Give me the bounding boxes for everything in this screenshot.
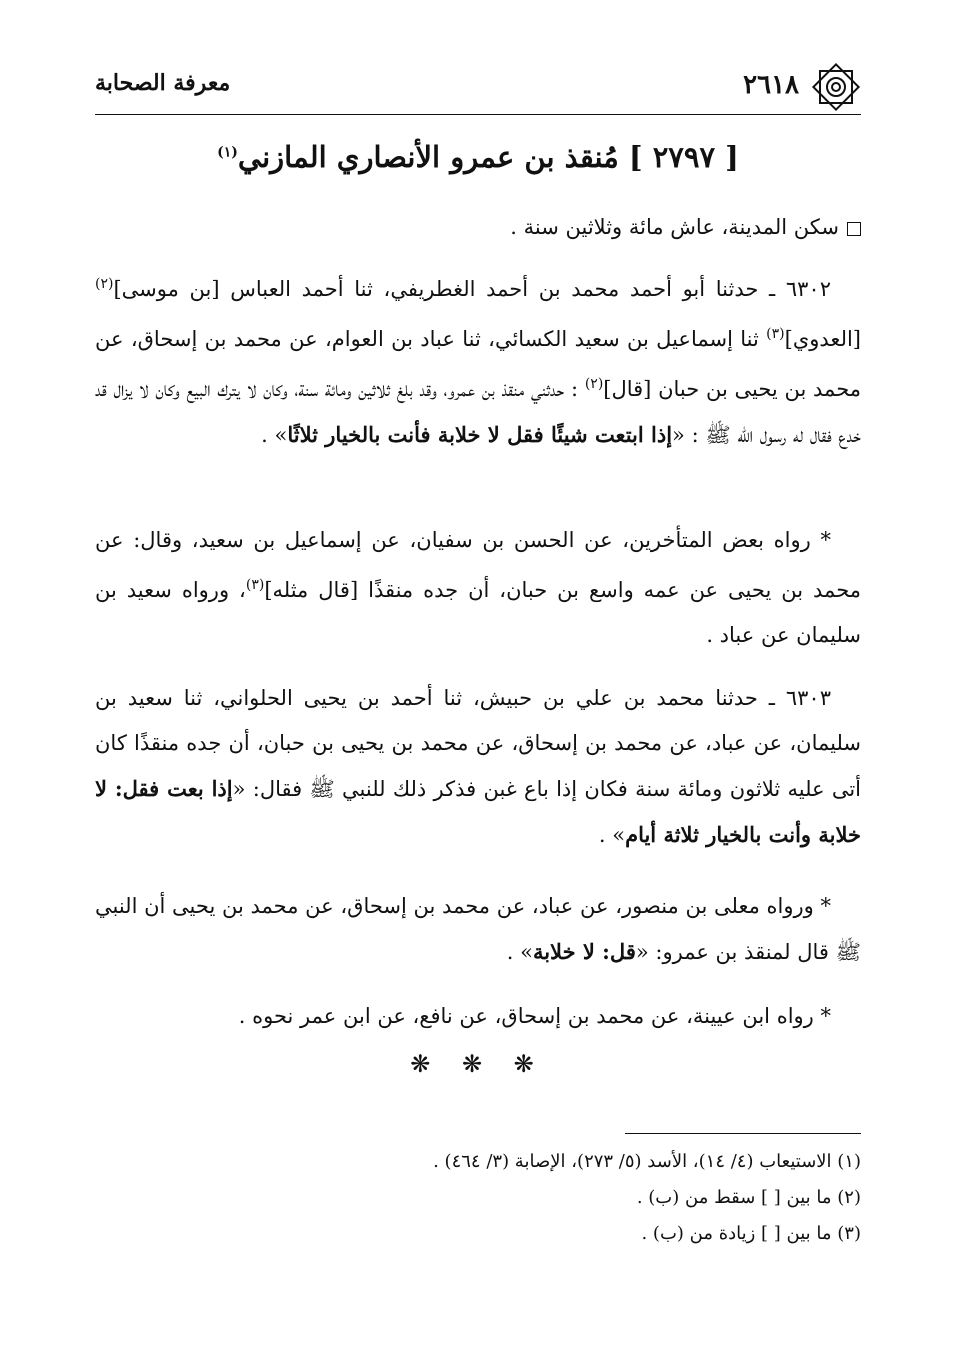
hadith-text: ثنا إسماعيل بن سعيد الكسائي، ثنا عباد بن العوام، عن محمد بن إسحاق، عن محمد بن يحيى بن حبان [قال] xyxy=(95,327,862,401)
hadith-text: ٦٣٠٢ ـ حدثنا أبو أحمد محمد بن أحمد الغطريفي، ثنا أحمد العباس [بن موسى] xyxy=(113,277,831,301)
square-bullet-icon xyxy=(847,222,861,236)
hadith-matn: قل: لا خلابة xyxy=(532,939,636,964)
hadith-6302 xyxy=(95,262,861,458)
footnote-3: (٣) ما بين [ ] زيادة من (ب) . xyxy=(641,1223,861,1244)
hadith-text: » . xyxy=(261,423,288,447)
entry-number: [ ٢٧٩٧ ] xyxy=(628,140,739,174)
footnote-ref: (١) xyxy=(217,144,238,161)
comment-1 xyxy=(95,518,861,658)
hadith-text: ٦٣٠٣ ـ حدثنا محمد بن علي بن حبيش، ثنا أحمد بن يحيى الحلواني، ثنا سعيد بن سليمان، عن عباد، عن محمد بن إسحاق، عن محمد بن يحيى بن حبان، أن جده منقذًا كان أتى عليه ثلاثون ومائة سنة فكان إذا باع غبن فذكر ذلك للنبي ﷺ فقال: « xyxy=(95,686,861,801)
hadith-matn: إذا بعت فقل: لا خلابة وأنت بالخيار ثلاثة أيام xyxy=(95,776,861,847)
comment-text: * ورواه معلى بن منصور، عن عباد، عن محمد بن إسحاق، عن محمد بن يحيى أن النبي ﷺ قال لمنقذ بن عمرو: « xyxy=(95,894,861,964)
footnote-ref: (٣) xyxy=(245,577,265,593)
hadith-matn: إذا ابتعت شيئًا فقل لا خلابة فأنت بالخيار ثلاثًا xyxy=(287,422,673,447)
footnote-1: (١) الاستيعاب (٤/ ١٤)، الأسد (٥/ ٢٧٣)، الإصابة (٣/ ٤٦٤) . xyxy=(433,1151,861,1172)
footnote-rule xyxy=(625,1133,861,1134)
comment-text: » . xyxy=(506,940,533,964)
comment-text: * رواه ابن عيينة، عن محمد بن إسحاق، عن نافع، عن ابن عمر نحوه . xyxy=(238,1004,831,1028)
hadith-text: [العدوي] xyxy=(784,327,861,351)
entry-title xyxy=(95,140,861,174)
intro-text: سكن المدينة، عاش مائة وثلاثين سنة . xyxy=(510,215,839,239)
intro-paragraph xyxy=(95,205,861,250)
hadith-text: : حدثني منقذ بن عمرو، وقد بلغ ثلاثين ومائة سنة، وكان لا يترك البيع وكان لا يزال قد خدع فقال له رسول الله ﷺ : « xyxy=(95,377,861,447)
footnote-ref: (٢) xyxy=(584,376,604,392)
header-rule xyxy=(95,114,861,115)
comment-3 xyxy=(95,994,861,1039)
comment-text: * رواه بعض المتأخرين، عن الحسن بن سفيان، عن إسماعيل بن سعيد، وقال: عن محمد بن يحيى عن عمه واسع بن حبان، أن جده منقذًا [قال مثله] xyxy=(95,528,862,602)
section-divider: ❋ ❋ ❋ xyxy=(410,1050,546,1078)
footnote-ref: (٣) xyxy=(766,326,785,342)
page-header xyxy=(95,62,861,112)
octagonal-star-ornament-icon xyxy=(811,62,861,112)
comment-2 xyxy=(95,884,861,975)
footnote-2: (٢) ما بين [ ] سقط من (ب) . xyxy=(636,1187,861,1208)
comment-text: ، ورواه سعيد بن سليمان عن عباد . xyxy=(95,578,861,647)
hadith-6303 xyxy=(95,676,861,858)
footnote-ref: (٢) xyxy=(95,276,114,292)
entry-name: مُنقذ بن عمرو الأنصاري المازني xyxy=(237,140,619,174)
footnotes xyxy=(95,1144,861,1252)
running-title: معرفة الصحابة xyxy=(95,70,231,96)
page-number: ٢٦١٨ xyxy=(743,70,799,100)
hadith-text: » . xyxy=(598,823,626,847)
